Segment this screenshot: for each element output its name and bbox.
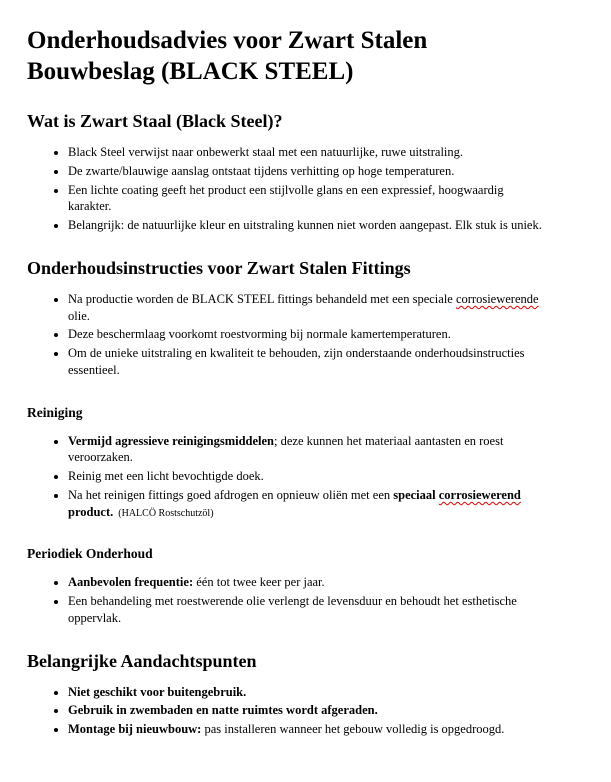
list-item [68,345,547,379]
list-item [68,326,547,343]
bullet-bold-text: Montage bij nieuwbouw: [68,722,202,736]
bullet-text: olie. [68,308,90,323]
list-item [68,468,547,485]
list-item [68,182,547,216]
bullet-bold-text: Niet geschikt voor buitengebruik. [68,684,247,699]
heading-reiniging: Reiniging [27,404,83,420]
heading-belangrijke-aandachtspunten: Belangrijke Aandachtspunten [27,650,257,671]
bullet-text: pas installeren wanneer het gebouw volledig is opgedroogd. [201,722,505,736]
bullet-text: Na productie worden de BLACK STEEL fittings behandeld met een speciale [68,291,456,306]
bullet-text: De zwarte/blauwige aanslag ontstaat tijdens verhitting op hoge temperaturen. [68,163,455,178]
list-item [68,163,547,180]
list-item [68,217,547,234]
cleaning-bullet-list [27,433,547,521]
misspelled-word: corrosiewerend [438,487,521,502]
bullet-text: Een behandeling met roestwerende olie verlengt de levensduur en behoudt het esthetische oppervlak. [68,594,517,625]
list-item [68,291,547,325]
bullet-bold-text: product. [68,504,114,519]
instructions-bullet-list [27,291,547,379]
heading-onderhoudsinstructies: Onderhoudsinstructies voor Zwart Stalen Fittings [27,257,411,278]
list-item [68,487,547,521]
bullet-text: ; deze kunnen het materiaal aantasten en roest veroorzaken. [68,433,504,465]
document-title: Onderhoudsadvies voor Zwart Stalen Bouwbeslag (BLACK STEEL) [27,27,428,85]
bullet-text: Om de unieke uitstraling en kwaliteit te behouden, zijn onderstaande onderhoudsinstructies essentieel. [68,346,525,377]
bullet-text: Na het reinigen fittings goed afdrogen en opnieuw oliën met een [68,487,394,502]
bullet-text: Een lichte coating geeft het product een stijlvolle glans en een expressief, hoogwaardig karakter. [68,182,504,214]
list-item [68,593,547,627]
product-note: (HALCÖ Rostschutzöl) [118,507,214,519]
bullet-bold-text: Vermijd agressieve reinigingsmiddelen [68,433,275,448]
bullet-text: Reinig met een licht bevochtigde doek. [68,469,264,483]
list-item [68,702,547,719]
heading-wat-is-zwart-staal: Wat is Zwart Staal (Black Steel)? [27,111,283,131]
bullet-text: één tot twee keer per jaar. [193,575,325,590]
list-item [68,433,547,467]
bullet-bold-text: speciaal [393,487,439,502]
heading-periodiek-onderhoud: Periodiek Onderhoud [27,546,153,562]
bullet-text: Black Steel verwijst naar onbewerkt staal met een natuurlijke, ruwe uitstraling. [68,145,464,159]
list-item [68,721,547,738]
list-item [68,144,547,161]
bullet-text: Deze beschermlaag voorkomt roestvorming bij normale kamertemperaturen. [68,327,451,342]
list-item [68,574,547,591]
important-bullet-list [27,684,547,738]
bullet-text: Belangrijk: de natuurlijke kleur en uitstraling kunnen niet worden aangepast. Elk stuk is uniek. [68,218,542,232]
list-item [68,684,547,701]
what-is-bullet-list [27,144,547,234]
misspelled-word: corrosiewerende [455,291,539,306]
bullet-bold-text: Gebruik in zwembaden en natte ruimtes wordt afgeraden. [68,703,378,718]
periodic-bullet-list [27,574,547,626]
bullet-bold-text: Aanbevolen frequentie: [68,575,194,590]
